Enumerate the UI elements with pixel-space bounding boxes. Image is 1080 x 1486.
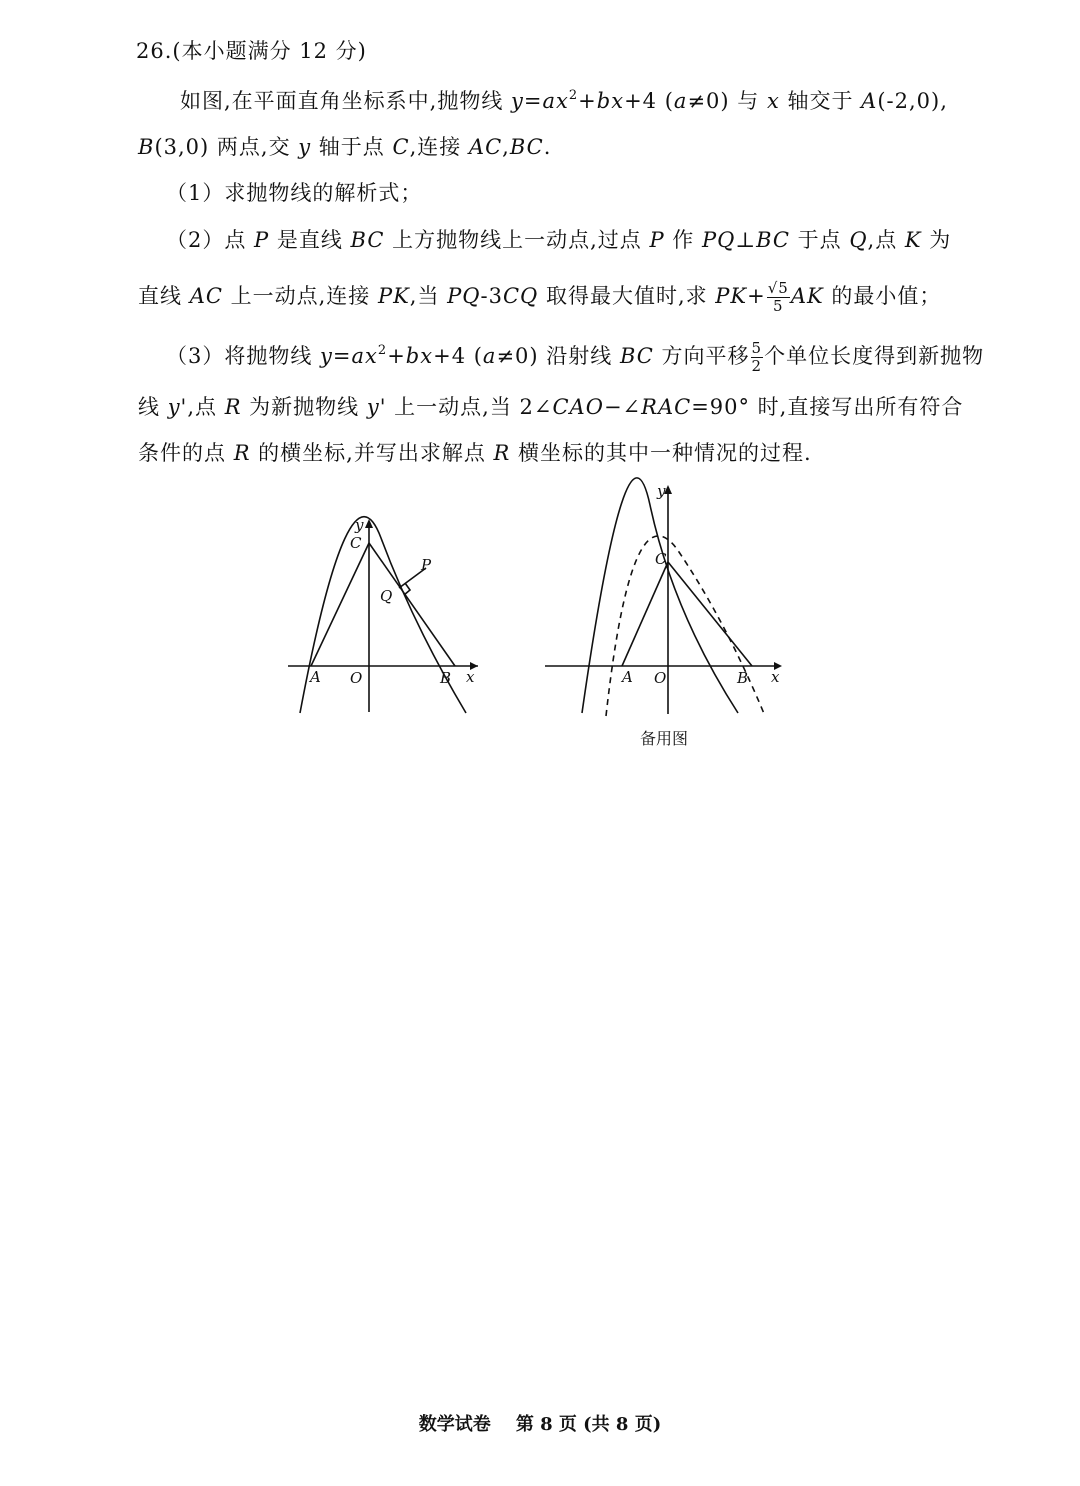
part-3-line-3: 条件的点 R 的横坐标,并写出求解点 R 横坐标的其中一种情况的过程. xyxy=(138,441,812,465)
fig2-label-x: x xyxy=(771,668,780,686)
part-1: （1）求抛物线的解析式； xyxy=(166,181,423,205)
fig1-label-o: O xyxy=(350,669,363,687)
part-2-line-1: （2）点 P 是直线 BC 上方抛物线上一动点,过点 P 作 PQ⊥BC 于点 Q,点 K 为 xyxy=(166,228,952,252)
part-3-line-2: 线 y',点 R 为新抛物线 y' 上一动点,当 2∠CAO−∠RAC=90° 时,直接写出所有符合 xyxy=(138,395,964,419)
fig1-label-x: x xyxy=(466,668,475,686)
fig1-label-b: B xyxy=(440,669,452,687)
fig2-label-a: A xyxy=(622,668,633,686)
fig1-label-c: C xyxy=(350,534,362,552)
fig1-label-y: y xyxy=(355,516,364,534)
translated-parabola xyxy=(606,536,765,716)
page-footer: 数学试卷 第 8 页 (共 8 页) xyxy=(418,1414,662,1435)
fig2-label-y: y xyxy=(657,482,666,500)
part-2-line-2: 直线 AC 上一动点,连接 PK,当 PQ-3CQ 取得最大值时,求 PK+ $\frac{√5}{5}$ AK 的最小值； xyxy=(138,279,942,315)
fig1-label-p: P xyxy=(421,556,432,574)
segment-ac xyxy=(311,543,369,666)
segment-bc xyxy=(668,562,752,666)
fraction-5-over-2: $\frac{5}{2}$ xyxy=(751,339,763,375)
fig2-label-o: O xyxy=(654,669,667,687)
fraction-sqrt5-over-5: $\frac{√5}{5}$ xyxy=(767,279,789,315)
fig1-label-q: Q xyxy=(380,587,393,605)
segment-ac xyxy=(622,562,668,666)
question-number: 26.(本小题满分 12 分) xyxy=(136,39,367,63)
part-3-line-1: （3）将抛物线 $y=ax^2+bx+4$ (a≠0) 沿射线 BC 方向平移 $\frac{5}{2}$ 个单位长度得到新抛物 xyxy=(166,339,985,375)
fig2-label-c: C xyxy=(655,550,667,568)
intro-line-1: 如图,在平面直角坐标系中,抛物线 $y=ax^2+bx+4$ (a≠0) 与 x 轴交于 A(-2,0), xyxy=(180,88,948,113)
intro-line-2: B(3,0) 两点,交 y 轴于点 C,连接 AC,BC. xyxy=(138,135,552,159)
figures xyxy=(0,470,1080,770)
fig2-label-b: B xyxy=(737,669,749,687)
figure-2-caption: 备用图 xyxy=(640,729,689,748)
fig1-label-a: A xyxy=(310,668,321,686)
question-header xyxy=(136,36,367,66)
